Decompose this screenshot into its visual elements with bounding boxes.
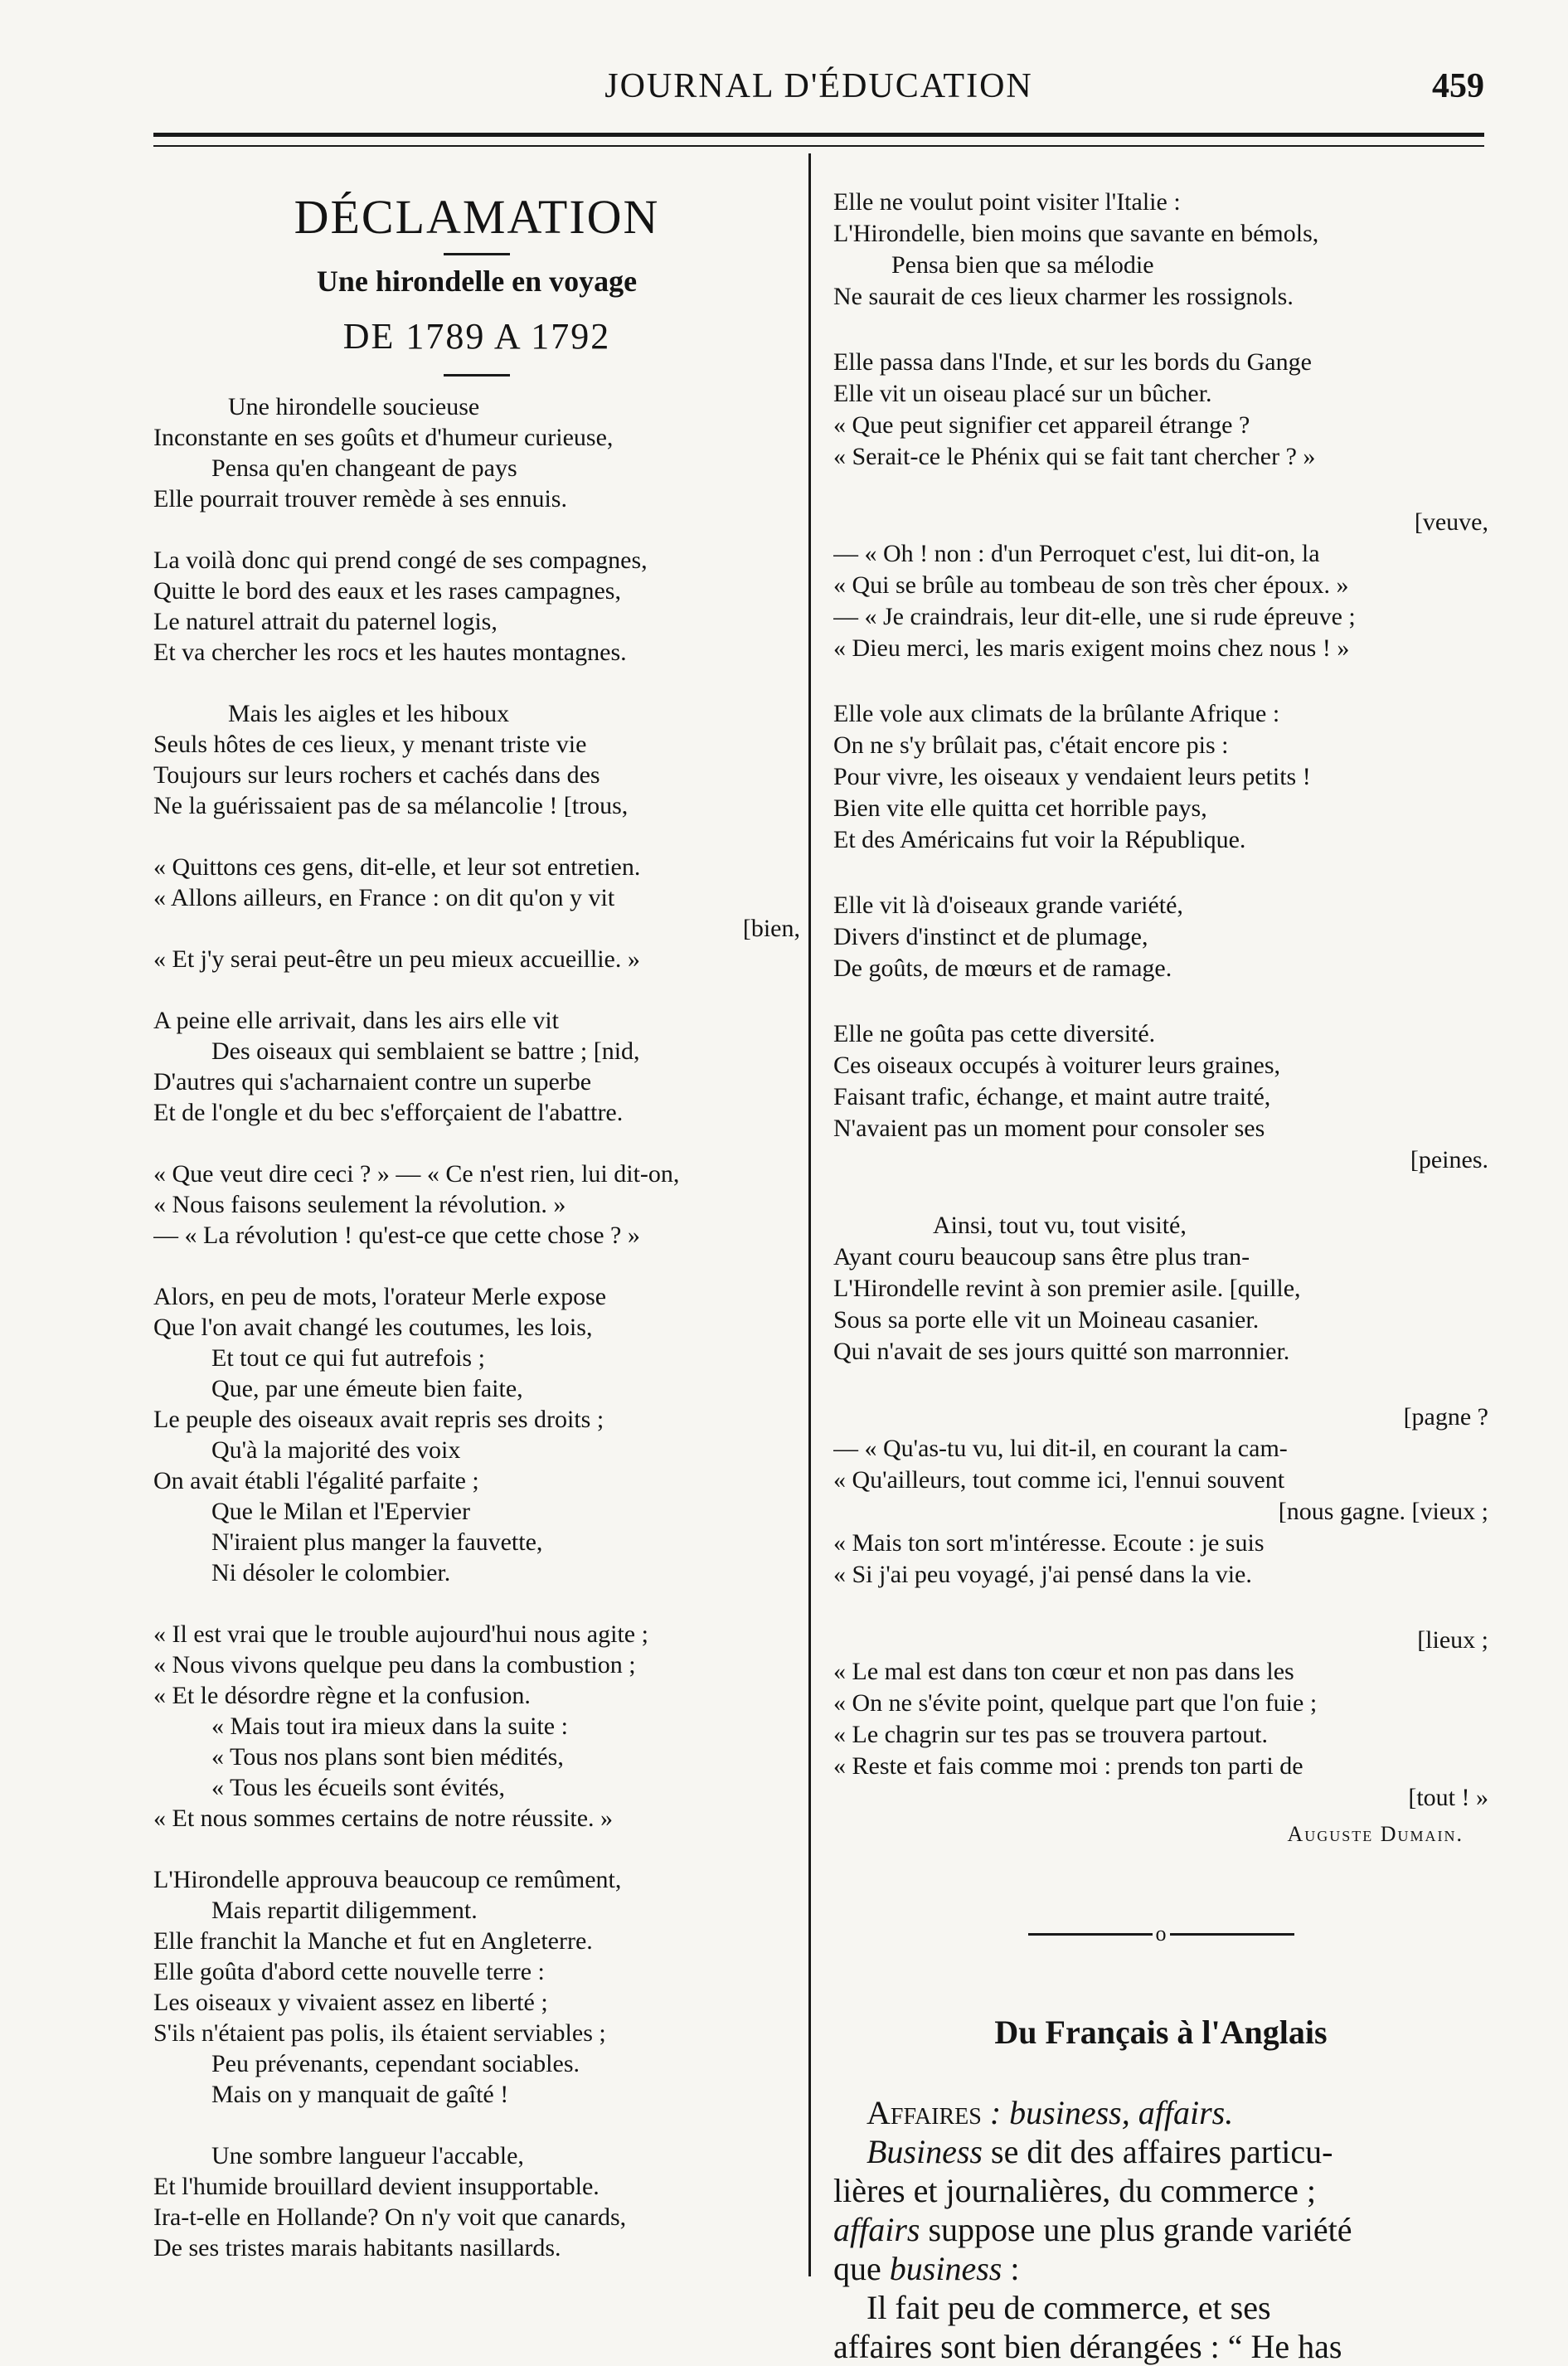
verse-line: « Quittons ces gens, dit-elle, et leur sot entretien. xyxy=(153,853,641,881)
verse-line: On ne s'y brûlait pas, c'était encore pis : xyxy=(833,731,1229,759)
verse-line: L'Hirondelle revint à son premier asile. [quille, xyxy=(833,1275,1301,1302)
verse-line: Toujours sur leurs rochers et cachés dans des xyxy=(153,761,600,789)
stanza xyxy=(153,1159,800,1251)
verse-line: « Qu'ailleurs, tout comme ici, l'ennui souvent xyxy=(833,1466,1285,1494)
verse-line: [bien, xyxy=(742,915,800,942)
verse-line: De ses tristes marais habitants nasillards. xyxy=(153,2234,561,2262)
verse-line: Bien vite elle quitta cet horrible pays, xyxy=(833,794,1207,822)
stanza xyxy=(153,545,800,668)
prose-block xyxy=(833,2093,1488,2366)
verse-line: — « Oh ! non : d'un Perroquet c'est, lui dit-on, la xyxy=(833,540,1320,567)
verse-line: Le naturel attrait du paternel logis, xyxy=(153,608,498,635)
verse-line: « Si j'ai peu voyagé, j'ai pensé dans la vie. xyxy=(833,1561,1252,1588)
verse-line: Pensa bien que sa mélodie xyxy=(891,251,1154,279)
verse-line: Que le Milan et l'Epervier xyxy=(211,1498,470,1525)
verse-line: [lieux ; xyxy=(1417,1626,1488,1654)
stanza xyxy=(153,852,800,974)
verse-line: « Et le désordre règne et la confusion. xyxy=(153,1682,531,1709)
verse-line: Elle passa dans l'Inde, et sur les bords du Gange xyxy=(833,348,1312,376)
left-column xyxy=(153,182,800,2263)
verse-line: « Que peut signifier cet appareil étrange ? xyxy=(833,411,1250,439)
verse-line: « Et j'y serai peut-être un peu mieux accueillie. » xyxy=(153,945,640,973)
poem-dates: DE 1789 A 1792 xyxy=(342,316,611,357)
verse-line: Ni désoler le colombier. xyxy=(211,1559,451,1586)
verse-line: Qui n'avait de ses jours quitté son marronnier. xyxy=(833,1338,1290,1365)
verse-line: « Serait-ce le Phénix qui se fait tant chercher ? » xyxy=(833,443,1316,470)
verse-line: « Mais tout ira mieux dans la suite : xyxy=(211,1713,568,1740)
stanza xyxy=(153,1281,800,1588)
verse-line: Mais les aigles et les hiboux xyxy=(228,700,510,727)
page-header xyxy=(153,58,1484,116)
verse-line: Mais on y manquait de gaîté ! xyxy=(211,2081,509,2108)
prose-text: suppose une plus grande variété xyxy=(920,2211,1352,2248)
stanza xyxy=(833,347,1488,473)
separator-dash xyxy=(1170,1933,1294,1936)
verse-line: Et de l'ongle et du bec s'efforçaient de l'abattre. xyxy=(153,1099,624,1126)
term: Affaires xyxy=(867,2094,982,2131)
verse-line: Ayant couru beaucoup sans être plus tran- xyxy=(833,1243,1250,1270)
stanza xyxy=(153,1005,800,1128)
prose-line xyxy=(833,2132,1488,2171)
author-signature: Auguste Dumain. xyxy=(1287,1822,1464,1846)
running-title: JOURNAL D'ÉDUCATION xyxy=(604,67,1033,105)
prose-text: : xyxy=(1002,2250,1020,2287)
verse-line: Et des Américains fut voir la République. xyxy=(833,826,1246,853)
verse-line: Faisant trafic, échange, et maint autre traité, xyxy=(833,1083,1271,1110)
separator-dash xyxy=(1028,1933,1153,1936)
section-title-2: Du Français à l'Anglais xyxy=(994,2014,1328,2051)
stanza xyxy=(153,1619,800,1834)
prose-line: lières et journalières, du commerce ; xyxy=(833,2172,1316,2209)
verse-line: [nous gagne. [vieux ; xyxy=(1278,1498,1488,1525)
title-rule xyxy=(444,253,510,255)
stanza xyxy=(833,890,1488,984)
right-column xyxy=(833,187,1488,2366)
verse-line: « On ne s'évite point, quelque part que l'on fuie ; xyxy=(833,1689,1318,1717)
verse-line: — « Je craindrais, leur dit-elle, une si rude épreuve ; xyxy=(833,603,1356,630)
verse-line: Que, par une émeute bien faite, xyxy=(211,1375,523,1402)
verse-line: Elle vole aux climats de la brûlante Afrique : xyxy=(833,700,1280,727)
verse-line: « Le chagrin sur tes pas se trouvera partout. xyxy=(833,1721,1268,1748)
verse-line: « Et nous sommes certains de notre réussite. » xyxy=(153,1805,614,1832)
verse-line: Que l'on avait changé les coutumes, les lois, xyxy=(153,1314,593,1341)
prose-italic: affairs xyxy=(833,2211,920,2248)
verse-line: Et l'humide brouillard devient insupportable. xyxy=(153,2173,600,2200)
prose-line: Il fait peu de commerce, et ses xyxy=(867,2289,1271,2326)
verse-line: Et tout ce qui fut autrefois ; xyxy=(211,1344,485,1372)
prose-line xyxy=(833,2210,1488,2249)
verse-line: L'Hirondelle, bien moins que savante en bémols, xyxy=(833,220,1319,247)
verse-line: Qu'à la majorité des voix xyxy=(211,1436,461,1464)
verse-line: Elle vit un oiseau placé sur un bûcher. xyxy=(833,380,1212,407)
verse-line: Elle goûta d'abord cette nouvelle terre : xyxy=(153,1958,545,1985)
term-definition: : business, affairs. xyxy=(981,2094,1234,2131)
verse-line: « Tous les écueils sont évités, xyxy=(211,1774,505,1801)
verse-line: « Dieu merci, les maris exigent moins chez nous ! » xyxy=(833,634,1350,662)
verse-line: Quitte le bord des eaux et les rases campagnes, xyxy=(153,577,621,605)
header-rule-thick xyxy=(153,133,1484,137)
verse-line: « Il est vrai que le trouble aujourd'hui nous agite ; xyxy=(153,1620,648,1648)
verse-line: Elle pourrait trouver remède à ses ennuis. xyxy=(153,485,567,513)
verse-line: — « La révolution ! qu'est-ce que cette chose ? » xyxy=(153,1222,640,1249)
verse-line: « Que veut dire ceci ? » — « Ce n'est rien, lui dit-on, xyxy=(153,1160,680,1188)
verse-line: N'iraient plus manger la fauvette, xyxy=(211,1528,543,1556)
verse-line: Ne saurait de ces lieux charmer les rossignols. xyxy=(833,283,1294,310)
verse-line: Ira-t-elle en Hollande? On n'y voit que canards, xyxy=(153,2203,627,2231)
header-rule-thin xyxy=(153,145,1484,147)
verse-line: Alors, en peu de mots, l'orateur Merle expose xyxy=(153,1283,607,1310)
verse-line: L'Hirondelle approuva beaucoup ce remûment, xyxy=(153,1866,622,1893)
verse-line: La voilà donc qui prend congé de ses compagnes, xyxy=(153,547,648,574)
stanza xyxy=(153,1864,800,2110)
poem-title: Une hirondelle en voyage xyxy=(316,265,638,298)
verse-line: Ces oiseaux occupés à voiturer leurs graines, xyxy=(833,1052,1280,1079)
verse-line: Ainsi, tout vu, tout visité, xyxy=(933,1212,1187,1239)
verse-line: Sous sa porte elle vit un Moineau casanier. xyxy=(833,1306,1260,1334)
stanza xyxy=(833,1625,1488,1814)
stanza xyxy=(153,698,800,821)
prose-italic: Business xyxy=(867,2133,983,2170)
stanza xyxy=(833,1402,1488,1591)
verse-line: Peu prévenants, cependant sociables. xyxy=(211,2050,580,2077)
prose-text: que xyxy=(833,2250,890,2287)
stanza xyxy=(833,507,1488,664)
prose-italic: business xyxy=(889,2250,1002,2287)
section-separator xyxy=(833,1921,1488,1946)
verse-line: Elle vit là d'oiseaux grande variété, xyxy=(833,892,1183,919)
verse-line: [tout ! » xyxy=(1408,1784,1488,1811)
stanza xyxy=(833,698,1488,856)
separator-ornament: o xyxy=(1155,1921,1167,1946)
stanza xyxy=(833,187,1488,313)
verse-line: On avait établi l'égalité parfaite ; xyxy=(153,1467,479,1494)
stanza xyxy=(833,1018,1488,1176)
verse-line: Pour vivre, les oiseaux y vendaient leurs petits ! xyxy=(833,763,1311,790)
section-title: DÉCLAMATION xyxy=(294,190,660,244)
prose-text: se dit des affaires particu- xyxy=(983,2133,1333,2170)
prose-line xyxy=(833,2093,1488,2132)
verse-line: — « Qu'as-tu vu, lui dit-il, en courant la cam- xyxy=(833,1435,1288,1462)
verse-line: [veuve, xyxy=(1414,508,1488,536)
stanza xyxy=(153,2140,800,2263)
verse-line: Inconstante en ses goûts et d'humeur curieuse, xyxy=(153,424,614,451)
verse-line: Seuls hôtes de ces lieux, y menant triste vie xyxy=(153,731,587,758)
verse-line: Et va chercher les rocs et les hautes montagnes. xyxy=(153,639,627,666)
verse-line: Une hirondelle soucieuse xyxy=(228,393,480,420)
verse-line: « Reste et fais comme moi : prends ton parti de xyxy=(833,1752,1303,1780)
verse-line: [pagne ? xyxy=(1403,1403,1488,1431)
verse-line: « Le mal est dans ton cœur et non pas dans les xyxy=(833,1658,1294,1685)
verse-line: Ne la guérissaient pas de sa mélancolie ! [trous, xyxy=(153,792,629,819)
verse-line: « Qui se brûle au tombeau de son très cher époux. » xyxy=(833,571,1349,599)
stanza xyxy=(833,1210,1488,1368)
page-number: 459 xyxy=(1432,67,1484,105)
verse-line: A peine elle arrivait, dans les airs elle vit xyxy=(153,1007,559,1034)
dates-rule xyxy=(444,374,510,377)
verse-line: « Nous vivons quelque peu dans la combustion ; xyxy=(153,1651,636,1679)
prose-line: affaires sont bien dérangées : “ He has xyxy=(833,2328,1342,2365)
prose-line xyxy=(833,2249,1488,2288)
verse-line: Mais repartit diligemment. xyxy=(211,1897,478,1924)
verse-line: Elle ne voulut point visiter l'Italie : xyxy=(833,188,1181,216)
verse-line: N'avaient pas un moment pour consoler ses xyxy=(833,1115,1265,1142)
verse-line: « Allons ailleurs, en France : on dit qu'on y vit xyxy=(153,884,615,911)
verse-line: « Tous nos plans sont bien médités, xyxy=(211,1743,564,1771)
verse-line: Pensa qu'en changeant de pays xyxy=(211,454,517,482)
verse-line: « Nous faisons seulement la révolution. » xyxy=(153,1191,566,1218)
verse-line: De goûts, de mœurs et de ramage. xyxy=(833,955,1172,982)
verse-line: Le peuple des oiseaux avait repris ses droits ; xyxy=(153,1406,604,1433)
verse-line: Elle ne goûta pas cette diversité. xyxy=(833,1020,1156,1047)
verse-line: D'autres qui s'acharnaient contre un superbe xyxy=(153,1068,592,1096)
stanza xyxy=(153,391,800,514)
verse-line: Une sombre langueur l'accable, xyxy=(211,2142,524,2169)
column-divider xyxy=(808,153,811,2276)
verse-line: Des oiseaux qui semblaient se battre ; [nid, xyxy=(211,1037,640,1065)
verse-line: [peines. xyxy=(1410,1146,1488,1173)
verse-line: S'ils n'étaient pas polis, ils étaient serviables ; xyxy=(153,2019,606,2047)
verse-line: Elle franchit la Manche et fut en Angleterre. xyxy=(153,1927,593,1955)
verse-line: Les oiseaux y vivaient assez en liberté ; xyxy=(153,1989,548,2016)
verse-line: « Mais ton sort m'intéresse. Ecoute : je suis xyxy=(833,1529,1265,1557)
verse-line: Divers d'instinct et de plumage, xyxy=(833,923,1148,950)
